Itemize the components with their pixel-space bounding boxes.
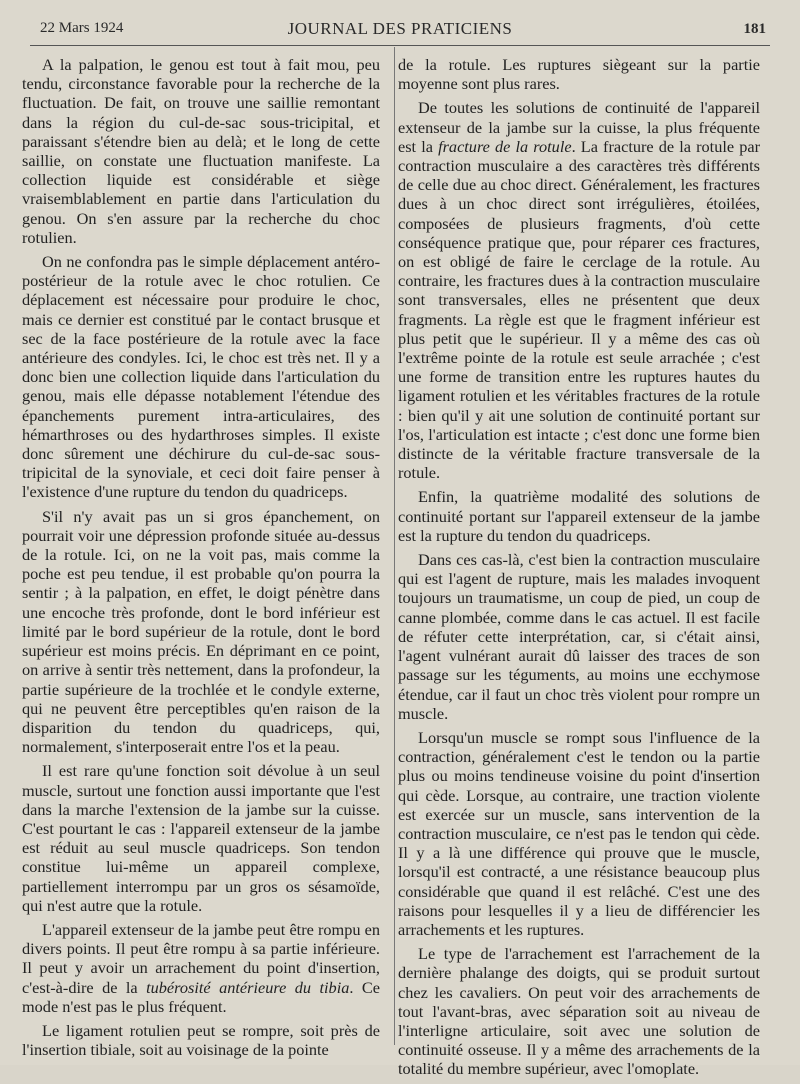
paragraph: De toutes les solutions de continuité de l'appareil extenseur de la jambe sur la cuisse, la plus fréquente est la fracture de la rotule. La fracture de la rotule par contraction musculaire a des caractères très différents de celle due au choc direct. Généralement, les fractures dues à un choc direct sont irrégulières, étoilées, composées de plusieurs fragments, d'où cette conséquence pratique que, pour réparer ces fractures, on est obligé de faire le cerclage de la rotule. Au contraire, les fractures dues à la contraction musculaire sont transversales, elles ne présentent que deux fragments. La règle est que le fragment inférieur est plus petit que le supérieur. Il y a même des cas où l'extrême pointe de la rotule est seule arrachée ; c'est une forme de transition entre les ruptures hautes du ligament rotulien et les véritables fractures de la rotule : bien qu'il y ait une solution de continuité portant sur l'os, l'articulation est intacte ; c'est donc une forme bien distincte de la véritable fracture transversale de la rotule. bbox=[398, 98, 760, 483]
journal-title: JOURNAL DES PRATICIENS bbox=[287, 19, 513, 38]
paragraph: Dans ces cas-là, c'est bien la contraction musculaire qui est l'agent de rupture, mais les malades invoquent toujours un traumatisme, un coup de pied, un coup de canne plombée, comme dans le cas actuel. Il est facile de réfuter cette interprétation, car, si c'était ainsi, l'agent vulnérant aurait dû laisser des traces de son passage sur les téguments, au moins une ecchymose étendue, car il faut un choc très violent pour rompre un muscle. bbox=[398, 550, 760, 723]
left-column bbox=[22, 55, 380, 1064]
paragraph: Lorsqu'un muscle se rompt sous l'influence de la contraction, généralement c'est le tendon ou la partie plus ou moins tendineuse voisine du point d'insertion qui cède. Lorsque, au contraire, une traction violente est exercée sur un muscle, sans intervention de la contraction musculaire, ce n'est pas le tendon qui cède. Il y a là une différence qui prouve que le muscle, lorsqu'il est contracté, a une résistance beaucoup plus considérable que quand il est relâché. C'est une des raisons pour lesquelles il y a lieu de différencier les arrachements et les ruptures. bbox=[398, 727, 760, 939]
running-head bbox=[0, 14, 800, 44]
italic-term: fracture de la rotule bbox=[438, 136, 572, 156]
paragraph: On ne confondra pas le simple déplacement antéro-postérieur de la rotule avec le choc rotulien. Ce déplacement est nécessaire pour produire le choc, mais ce dernier est constitué par le contact brusque et sec de la face postérieure de la rotule avec la face antérieure des condyles. Ici, le choc est très net. Il y a donc bien une collection liquide dans l'articulation du genou, mais elle dépasse notablement l'étendue des épanchements purement intra-articulaires, des hémarthroses ou des hydarthroses simples. Il existe donc sûrement une déchirure du cul-de-sac sous-tripicital de la synoviale, et ceci doit faire penser à l'existence d'une rupture du tendon du quadriceps. bbox=[22, 252, 380, 502]
column-divider bbox=[394, 47, 395, 1045]
paragraph: S'il n'y avait pas un si gros épanchement, on pourrait voir une dépression profonde située au-dessus de la rotule. Ici, on ne la voit pas, mais comme la poche est peu tendue, il est probable qu'on pourra la sentir ; à la palpation, en effet, le doigt pénètre dans une encoche très profonde, dont le bord inférieur est limité par le bord supérieur de la rotule, dont le bord supérieur est moins précis. En déprimant en ce point, on arrive à sentir très nettement, dans la profondeur, la partie supérieure de la trochlée et le condyle externe, qui ne peuvent être perceptibles qu'en raison de la disparition du tendon du quadriceps, qui, normalement, s'interposerait entre l'os et la peau. bbox=[22, 506, 380, 757]
paragraph: A la palpation, le genou est tout à fait mou, peu tendu, circonstance favorable pour la recherche de la fluctuation. De fait, on trouve une saillie remontant dans la région du cul-de-sac sous-tricipital, et paraissant s'étendre bien au delà; et le long de cette saillie, on constate une fluctuation manifeste. La collection liquide est considérable et siège vraisemblablement en partie dans l'articulation du genou. On s'en assure par la recherche du choc rotulien. bbox=[22, 55, 380, 247]
header-rule bbox=[30, 45, 770, 46]
paragraph: de la rotule. Les ruptures siègeant sur la partie moyenne sont plus rares. bbox=[398, 55, 760, 94]
page-number: 181 bbox=[743, 21, 766, 37]
paragraph: L'appareil extenseur de la jambe peut être rompu en divers points. Il peut être rompu à sa partie inférieure. Il peut y avoir un arrachement du point d'insertion, c'est-à-dire de la tubérosité antérieure du tibia. Ce mode n'est pas le plus fréquent. bbox=[22, 919, 380, 1016]
issue-date: 22 Mars 1924 bbox=[40, 20, 124, 36]
right-column bbox=[398, 55, 760, 1084]
paragraph: Le type de l'arrachement est l'arrachement de la dernière phalange des doigts, qui se produit surtout chez les cavaliers. On peut voir des arrachements de tout l'avant-bras, avec séparation soit au niveau de l'interligne articulaire, soit avec une solution de continuité osseuse. Il y a même des arrachements de la totalité du membre supérieur, avec l'omoplate. bbox=[398, 944, 760, 1079]
paragraph: Le ligament rotulien peut se rompre, soit près de l'insertion tibiale, soit au voisinage de la pointe bbox=[22, 1020, 380, 1060]
paragraph: Enfin, la quatrième modalité des solutions de continuité portant sur l'appareil extenseur de la jambe est la rupture du tendon du quadriceps. bbox=[398, 487, 760, 545]
paragraph: Il est rare qu'une fonction soit dévolue à un seul muscle, surtout une fonction aussi importante que l'est dans la marche l'extension de la jambe sur la cuisse. C'est pourtant le cas : l'appareil extenseur de la jambe est réduit au seul muscle quadriceps. Son tendon constitue lui-même un appareil complexe, partiellement interrompu par un gros os sésamoïde, qui n'est autre que la rotule. bbox=[22, 761, 380, 915]
italic-term: tubérosité antérieure du tibia bbox=[146, 977, 350, 997]
